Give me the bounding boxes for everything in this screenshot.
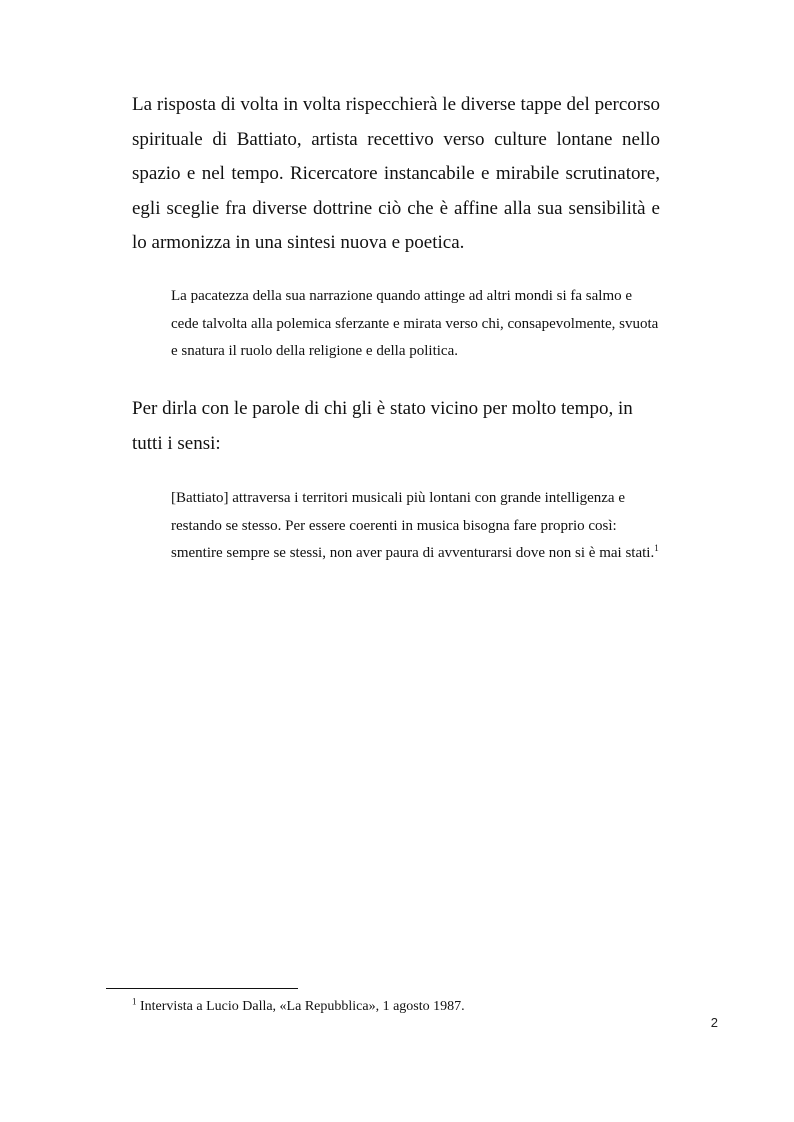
page-number: 2 [710, 1015, 718, 1030]
footnote-marker: 1 [132, 996, 137, 1007]
body-paragraph-1: La risposta di volta in volta rispecchierà le diverse tappe del percorso spirituale di Battiato, artista recettivo verso culture lontane nello spazio e nel tempo. Ricercatore instancabile e mirabile scrutinatore, egli sceglie fra diverse dottrine ciò che è affine alla sua sensibilità e lo armonizza in una sintesi nuova e poetica. [132, 94, 660, 253]
block-quote-2-text: [Battiato] attraversa i territori musicali più lontani con grande intelligenza e restando se stesso. Per essere coerenti in musica bisogna fare proprio così: smentire sempre se stessi, non aver paura di avventurarsi dove non si è mai stati. [171, 490, 655, 561]
footnote-separator [106, 988, 298, 989]
block-quote-1: La pacatezza della sua narrazione quando attinge ad altri mondi si fa salmo e cede talvolta alla polemica sferzante e mirata verso chi, consapevolmente, svuota e snatura il ruolo della religione e della politica. [171, 288, 659, 359]
footnote [132, 997, 652, 1017]
body-paragraph-2: Per dirla con le parole di chi gli è stato vicino per molto tempo, in tutti i sensi: [132, 398, 633, 454]
block-quote-2 [171, 485, 661, 568]
footnote-reference: 1 [654, 543, 659, 553]
footnote-text: Intervista a Lucio Dalla, «La Repubblica», 1 agosto 1987. [140, 999, 465, 1014]
